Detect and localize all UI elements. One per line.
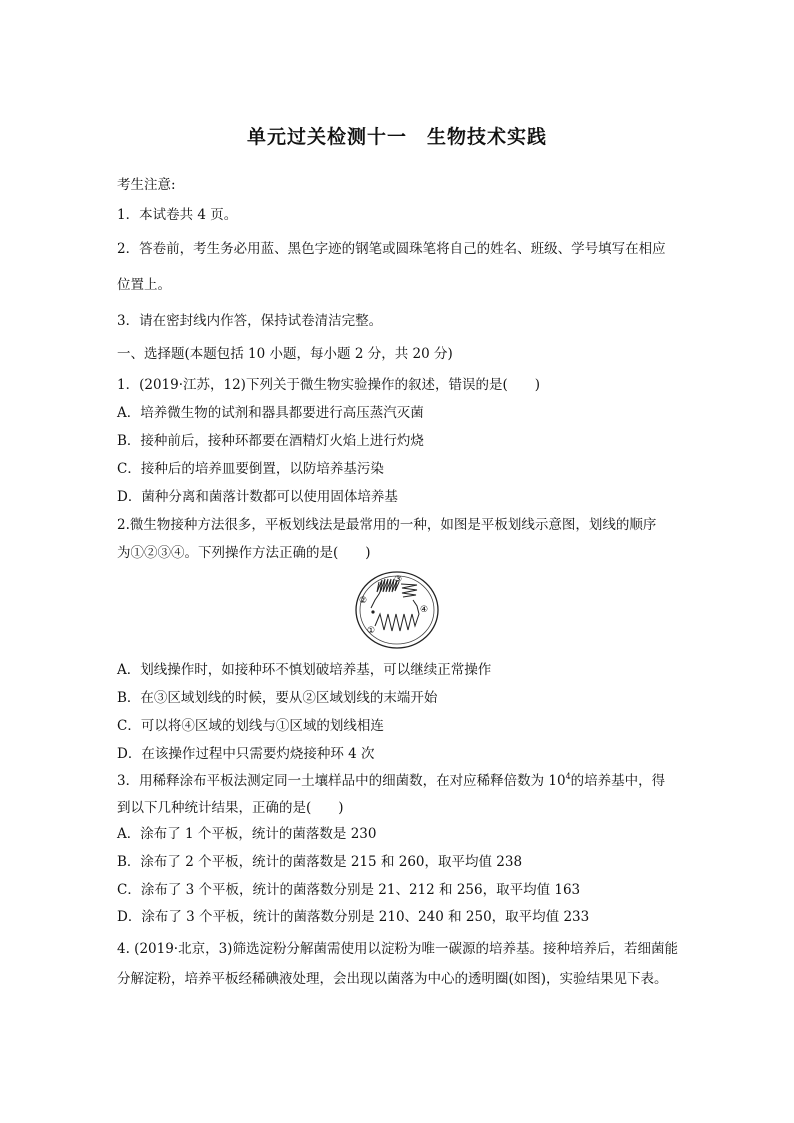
streak-start-dot xyxy=(371,610,374,613)
page-title: 单元过关检测十一 生物技术实践 xyxy=(246,126,547,148)
question-3-option-c: C．涂布了 3 个平板，统计的菌落数分别是 21、212 和 256，取平均值 163 xyxy=(117,882,581,898)
streak-zone-4 xyxy=(375,600,419,631)
notice-item-2-cont: 位置上。 xyxy=(117,277,171,293)
streak-zone-2 xyxy=(371,588,382,608)
figure-label-2: ② xyxy=(359,596,368,606)
figure-label-1: ① xyxy=(367,626,376,636)
question-3-exponent: 4 xyxy=(565,772,571,781)
question-4-stem-cont: 分解淀粉，培养平板经稀碘液处理，会出现以菌落为中心的透明圈(如图)，实验结果见下表。 xyxy=(117,971,668,987)
figure-label-3: ③ xyxy=(394,575,403,585)
question-2-option-b: B．在③区域划线的时候，要从②区域划线的末端开始 xyxy=(117,690,438,706)
notice-item-2: 2．答卷前，考生务必用蓝、黑色字迹的钢笔或圆珠笔将自己的姓名、班级、学号填写在相应 xyxy=(117,241,666,257)
question-1-option-d: D．菌种分离和菌落计数都可以使用固体培养基 xyxy=(117,489,398,505)
notice-item-1: 1．本试卷共 4 页。 xyxy=(117,207,238,223)
question-2-stem-cont: 为①②③④。下列操作方法正确的是( ) xyxy=(117,545,371,561)
question-2-option-c: C．可以将④区域的划线与①区域的划线相连 xyxy=(117,718,384,734)
question-2-option-d: D．在该操作过程中只需要灼烧接种环 4 次 xyxy=(117,746,375,762)
question-3-stem xyxy=(117,772,665,792)
notice-heading: 考生注意: xyxy=(117,177,176,193)
question-2-option-a: A．划线操作时，如接种环不慎划破培养基，可以继续正常操作 xyxy=(117,662,492,678)
question-3-stem-cont: 到以下几种统计结果，正确的是( ) xyxy=(117,800,344,816)
question-1-option-c: C．接种后的培养皿要倒置，以防培养基污染 xyxy=(117,461,384,477)
question-1-stem: 1．(2019·江苏，12)下列关于微生物实验操作的叙述，错误的是( ) xyxy=(117,377,540,393)
question-1-option-b: B．接种前后，接种环都要在酒精灯火焰上进行灼烧 xyxy=(117,433,424,449)
question-3-stem-part-b: 的培养基中，得 xyxy=(570,773,666,789)
streak-zone-3 xyxy=(401,584,417,597)
question-3-option-d: D．涂布了 3 个平板，统计的菌落数分别是 210、240 和 250，取平均值 233 xyxy=(117,909,590,925)
figure-label-4: ④ xyxy=(420,605,429,615)
notice-item-3: 3．请在密封线内作答，保持试卷清洁完整。 xyxy=(117,313,383,329)
question-4-stem: 4. (2019·北京，3)筛选淀粉分解菌需使用以淀粉为唯一碳源的培养基。接种培养后，若细菌能 xyxy=(117,941,678,957)
question-3-option-b: B．涂布了 2 个平板，统计的菌落数是 215 和 260，取平均值 238 xyxy=(117,854,523,870)
question-2-stem: 2.微生物接种方法很多，平板划线法是最常用的一种，如图是平板划线示意图，划线的顺序 xyxy=(117,517,657,533)
question-3-option-a: A．涂布了 1 个平板，统计的菌落数是 230 xyxy=(117,826,377,842)
streak-plate-figure xyxy=(353,570,441,650)
question-1-option-a: A．培养微生物的试剂和器具都要进行高压蒸汽灭菌 xyxy=(117,405,424,421)
section-heading: 一、选择题(本题包括 10 小题，每小题 2 分，共 20 分) xyxy=(117,346,453,362)
question-3-stem-part-a: 3．用稀释涂布平板法测定同一土壤样品中的细菌数，在对应稀释倍数为 10 xyxy=(117,773,566,789)
